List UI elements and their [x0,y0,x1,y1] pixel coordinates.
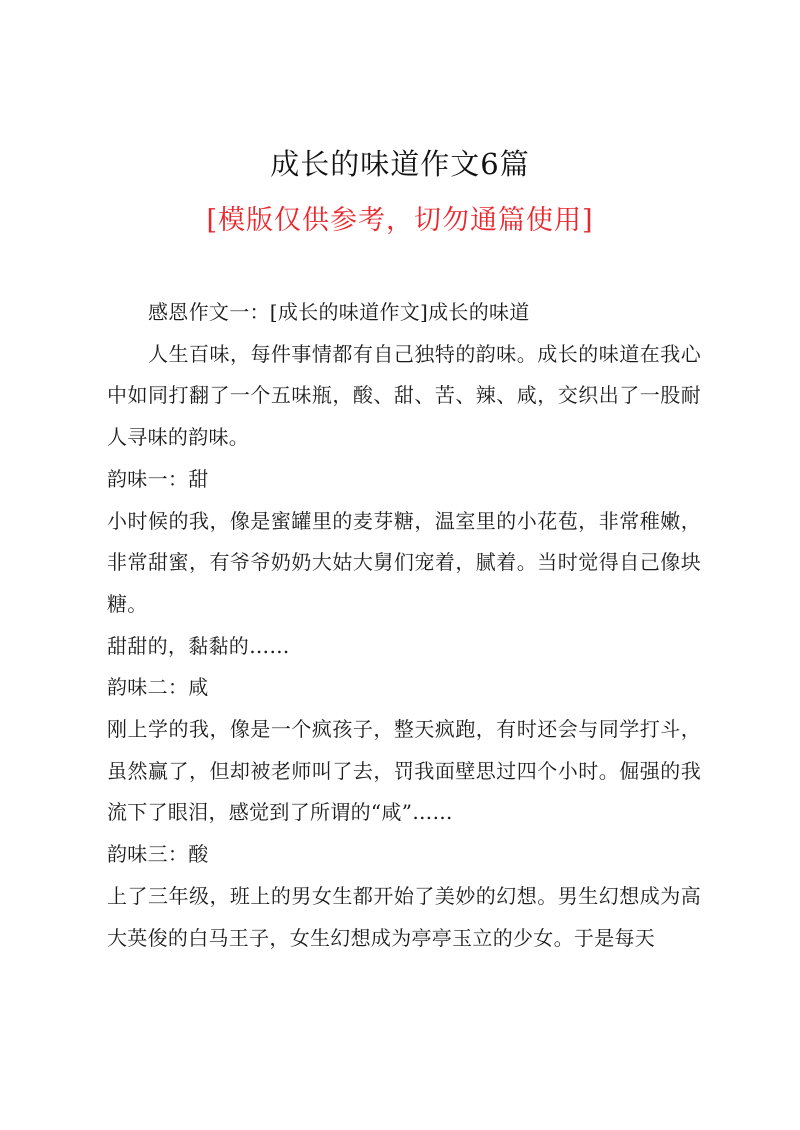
document-body [107,292,701,959]
paragraph-salty: 刚上学的我，像是一个疯孩子，整天疯跑，有时还会与同学打斗，虽然赢了，但却被老师叫了去，罚我面壁思过四个小时。倔强的我流下了眼泪，感觉到了所谓的“咸”…… [107,717,701,825]
paragraph-sweet: 小时候的我，像是蜜罐里的麦芽糖，温室里的小花苞，非常稚嫩，非常甜蜜，有爷爷奶奶大姑大舅们宠着，腻着。当时觉得自己像块糖。 [107,508,701,616]
document-title: 成长的味道作文6篇 [270,147,530,181]
document-subtitle: [模版仅供参考，切勿通篇使用] [206,205,594,236]
section-heading-salty: 韵味二：咸 [107,675,209,700]
paragraph-intro: 人生百味，每件事情都有自己独特的韵味。成长的味道在我心中如同打翻了一个五味瓶，酸、甜、苦、辣、咸，交织出了一股耐人寻味的韵味。 [107,341,701,450]
essay-heading: 感恩作文一：[成长的味道作文]成长的味道 [148,300,530,324]
section-heading-sour: 韵味三：酸 [107,842,209,867]
paragraph-sweet-ending: 甜甜的，黏黏的…… [107,633,290,658]
paragraph-sour: 上了三年级，班上的男女生都开始了美妙的幻想。男生幻想成为高大英俊的白马王子，女生幻想成为亭亭玉立的少女。于是每天 [107,883,701,950]
section-heading-sweet: 韵味一：甜 [107,466,209,491]
